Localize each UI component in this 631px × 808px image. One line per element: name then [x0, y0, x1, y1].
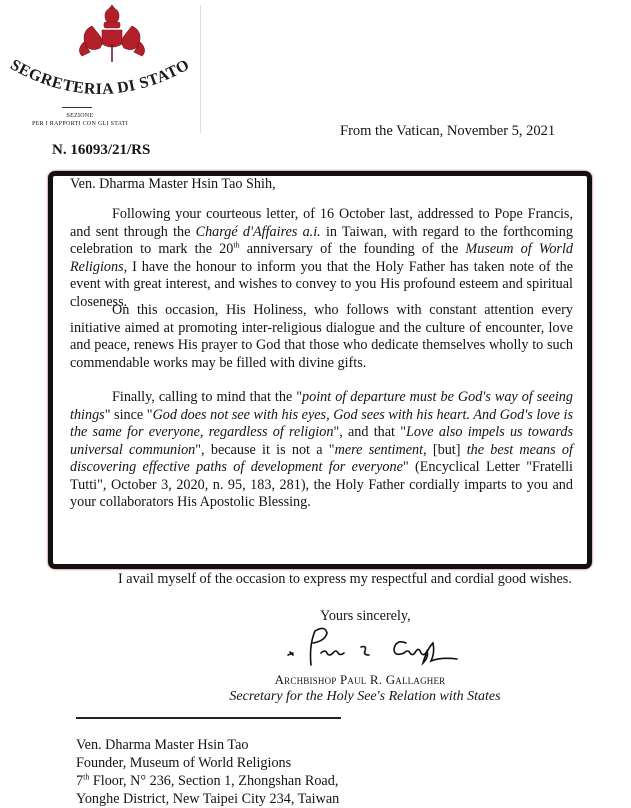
text-segment: [but] — [426, 441, 467, 458]
letterhead-divider — [62, 107, 92, 108]
address-line-3 — [76, 772, 339, 790]
street-address: Floor, N° 236, Section 1, Zhongshan Road, — [89, 773, 339, 789]
italic-text-segment: God does not see with his eyes, God sees with his heart. And God's love is the same for everyone, regardless of religion — [70, 406, 573, 440]
svg-text:SEGRETERIA DI STATO — [7, 56, 192, 98]
italic-text-segment: Love also impels us towards universal communion — [70, 424, 574, 458]
office-name-arched — [0, 40, 200, 110]
text-segment: anniversary of the founding of the — [239, 241, 466, 257]
text-segment: , I have the honour to inform you that the Holy Father has taken note of the event with great interest, and wishes to convey to you His profound esteem and spiritual closeness. — [70, 258, 573, 310]
address-line-4: Yonghe District, New Taipei City 234, Taiwan — [76, 791, 340, 807]
italic-text-segment: Museum of World Religions — [70, 241, 573, 275]
text-segment: " (Encyclical Letter "Fratelli Tutti", October 3, 2020, n. 95, 183, 281), the Holy Father cordially imparts to you and your collaborators His Apostolic Blessing. — [70, 459, 573, 510]
closing-text: I avail myself of the occasion to express my respectful and cordial good wishes. — [118, 571, 572, 587]
text-segment: Finally, calling to mind that the " — [112, 389, 303, 405]
protocol-number: N. 16093/21/RS — [52, 142, 151, 158]
section-name — [0, 112, 160, 128]
dateline: From the Vatican, November 5, 2021 — [340, 123, 556, 139]
text-segment: " since " — [104, 406, 153, 423]
italic-text-segment: the best means of discovering effective paths of development for everyone — [70, 441, 573, 475]
complimentary-close: Yours sincerely, — [320, 608, 411, 624]
italic-text-segment: point of departure must be God's way of seeing things — [70, 389, 573, 423]
text-segment: On this occasion, His Holiness, who follows with constant attention every initiative aimed at promoting inter-religious dialogue and the culture of encounter, love and peace, renews His prayer to God that those who dedicate themselves wholly to such commendable works may be filled with divine gifts. — [70, 302, 573, 371]
floor-number: 7 — [76, 773, 84, 789]
salutation: Ven. Dharma Master Hsin Tao Shih, — [70, 176, 276, 192]
recipient-address — [76, 736, 339, 808]
signatory-title: Secretary for the Holy See's Relation with States — [229, 689, 501, 704]
paragraph-3 — [70, 389, 573, 512]
ordinal-suffix: th — [83, 772, 90, 782]
signatory-name: Archbishop Paul R. Gallagher — [274, 672, 446, 687]
section-line-2: PER I RAPPORTI CON GLI STATI — [31, 121, 129, 127]
text-segment: ", because it is not a " — [195, 441, 335, 458]
text-segment: in Taiwan, with regard to the forthcoming celebration to mark the 20 — [70, 223, 573, 257]
address-divider — [76, 717, 341, 719]
text-segment: Following your courteous letter, of 16 October last, addressed to Pope Francis, and sent through the — [70, 206, 573, 240]
italic-text-segment: Chargé d'Affaires a.i. — [195, 223, 321, 240]
section-line-1: SEZIONE — [66, 113, 94, 119]
text-segment: th — [233, 240, 240, 250]
italic-text-segment: mere sentiment, — [334, 441, 427, 458]
address-line-1: Ven. Dharma Master Hsin Tao — [76, 737, 249, 753]
address-line-2: Founder, Museum of World Religions — [76, 755, 292, 771]
closing-paragraph — [76, 571, 586, 589]
text-segment: ", and that " — [333, 424, 407, 440]
paragraph-1 — [70, 206, 573, 311]
office-name: SEGRETERIA DI STATO — [7, 56, 193, 99]
handwritten-signature — [266, 625, 466, 670]
scan-edge-line — [200, 5, 201, 133]
paragraph-2 — [70, 302, 573, 372]
